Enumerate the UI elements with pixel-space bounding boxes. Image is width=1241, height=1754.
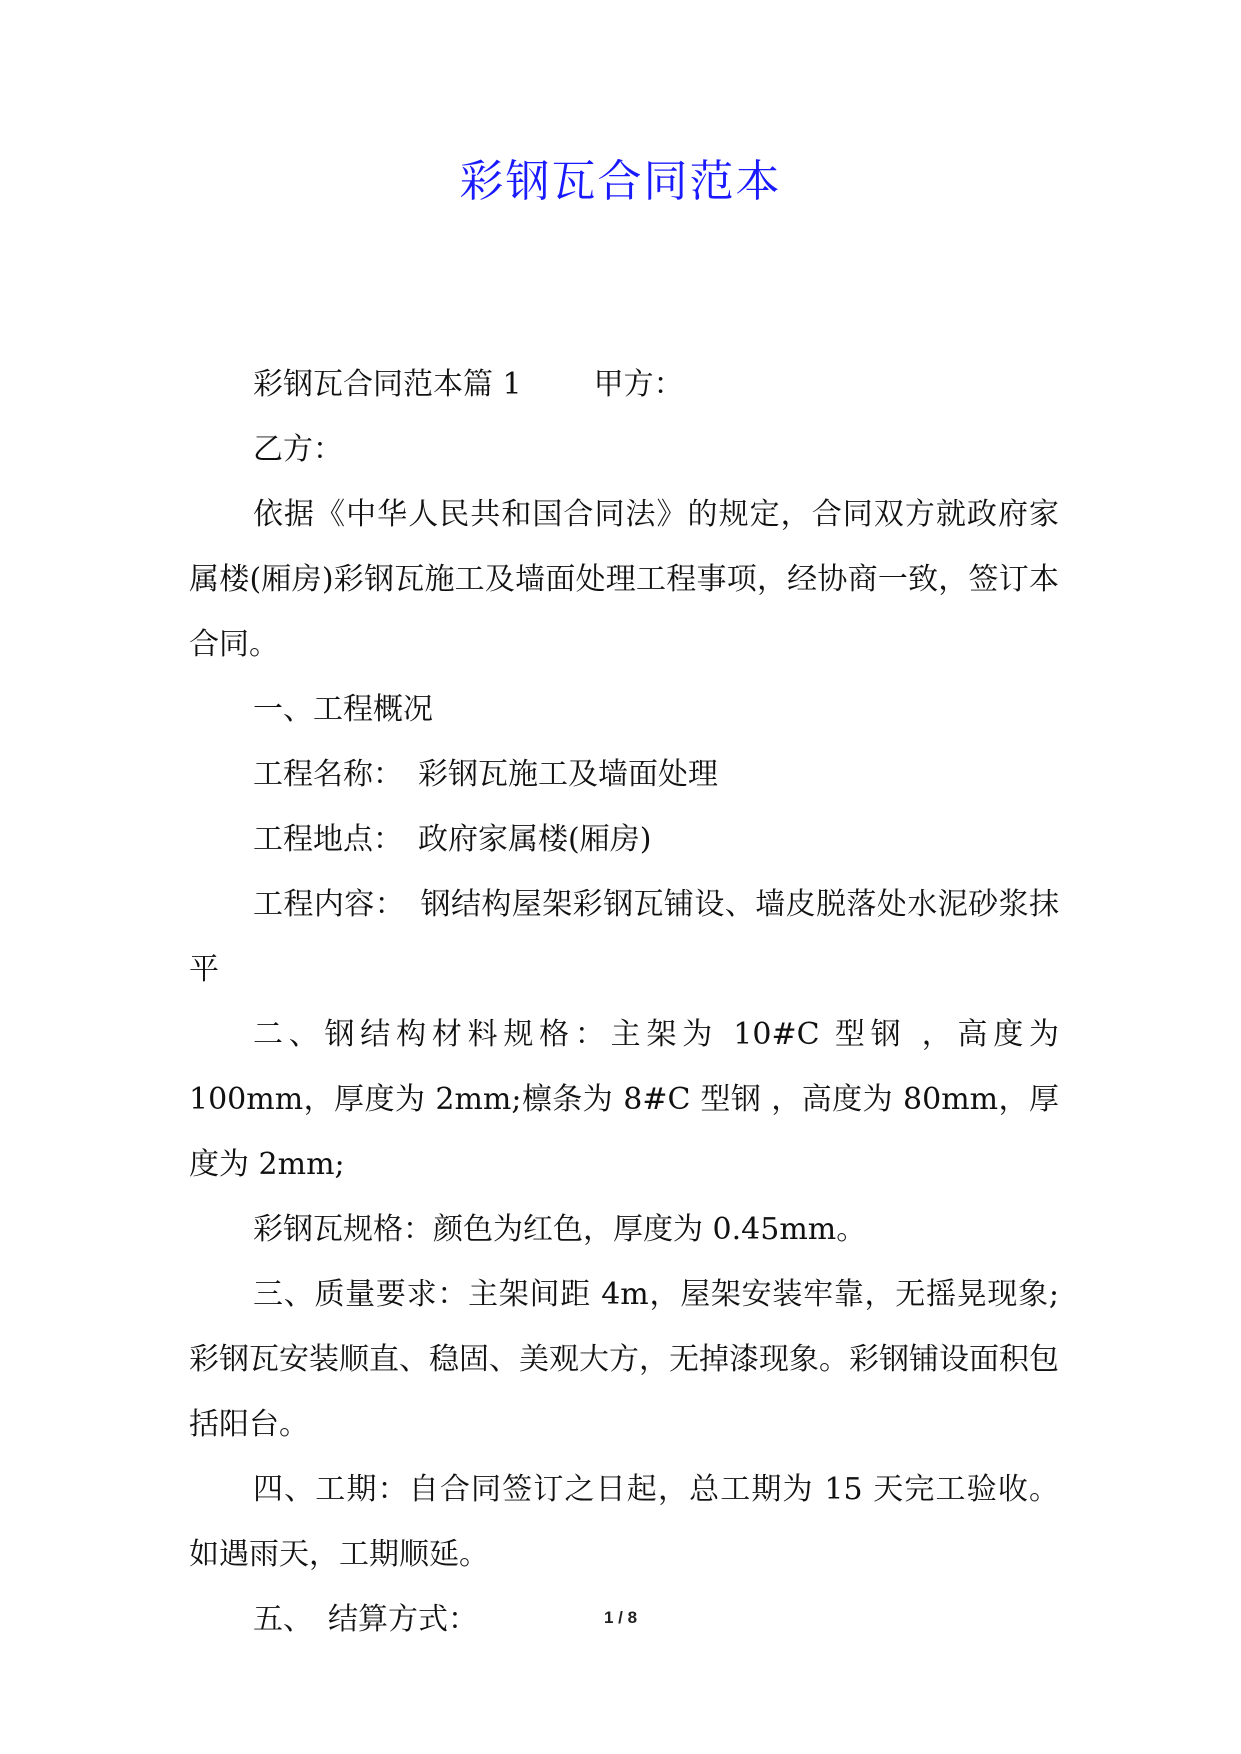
section-4-paragraph: 四、工期：自合同签订之日起，总工期为 15 天完工验收。如遇雨天，工期顺延。 bbox=[189, 1472, 1059, 1572]
document-body bbox=[189, 352, 1059, 1652]
preamble-paragraph: 依据《中华人民共和国合同法》的规定，合同双方就政府家属楼(厢房)彩钢瓦施工及墙面处理工程事项，经协商一致，签订本合同。 bbox=[189, 497, 1059, 662]
steel-tile-spec-paragraph: 彩钢瓦规格：颜色为红色，厚度为 0.45mm。 bbox=[253, 1212, 867, 1247]
project-content-paragraph: 工程内容： 钢结构屋架彩钢瓦铺设、墙皮脱落处水泥砂浆抹平 bbox=[189, 887, 1059, 987]
section-heading: 彩钢瓦合同范本篇 1 bbox=[253, 367, 522, 402]
section-1-heading: 一、工程概况 bbox=[253, 692, 433, 727]
project-location-line: 工程地点： 政府家属楼(厢房) bbox=[253, 822, 652, 857]
intro-line bbox=[189, 352, 1059, 417]
document-title: 彩钢瓦合同范本 bbox=[459, 156, 782, 207]
section-5-heading: 五、 结算方式： bbox=[253, 1602, 478, 1637]
section-3-paragraph: 三、质量要求：主架间距 4m，屋架安装牢靠，无摇晃现象;彩钢瓦安装顺直、稳固、美观大方，无掉漆现象。彩钢铺设面积包括阳台。 bbox=[189, 1277, 1059, 1442]
party-b-label: 乙方： bbox=[253, 432, 343, 467]
page-number: 1 / 8 bbox=[603, 1608, 638, 1627]
section-2-paragraph: 二、钢结构材料规格：主架为 10#C 型钢 ，高度为 100mm，厚度为 2mm;檩条为 8#C 型钢 ，高度为 80mm，厚度为 2mm; bbox=[189, 1017, 1059, 1182]
party-a-label: 甲方： bbox=[593, 367, 684, 402]
project-name-line: 工程名称： 彩钢瓦施工及墙面处理 bbox=[253, 757, 718, 792]
